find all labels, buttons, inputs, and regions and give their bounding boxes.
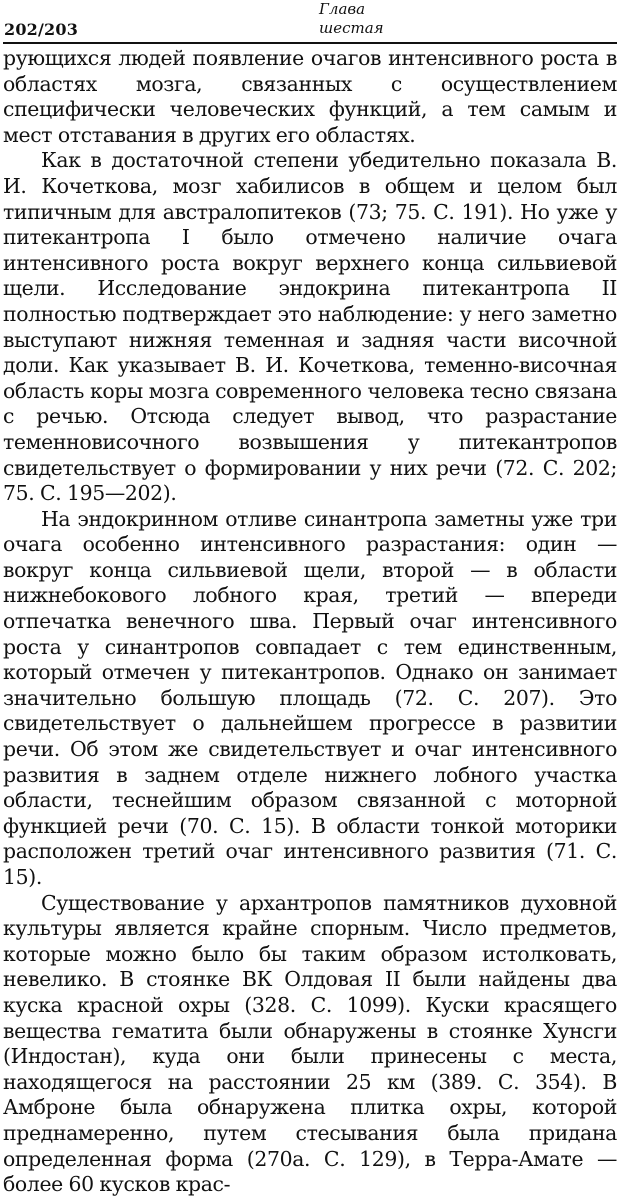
page-number: 202/203	[4, 20, 79, 39]
paragraph: На эндокринном отливе синантропа заметны уже три очага особенно интенсивного разрастания: один — вокруг конца сильвиевой щели, второй — в области нижнебокового лобного края, третий — впереди отпечатка венечного шва. Первый очаг интенсивного роста у синантропов совпадает с тем единственным, который отмечен у питекантропов. Однако он занимает значительно большую площадь (72. С. 207). Это свидетельствует о дальнейшем прогрессе в развитии речи. Об этом же свидетельствует и очаг интенсивного развития в заднем отделе нижнего лобного участка области, теснейшим образом связанной с моторной функцией речи (70. С. 15). В области тонкой моторики расположен третий очаг интенсивного развития (71. С. 15).	[3, 506, 617, 889]
paragraph: Существование у архантропов памятников духовной культуры является крайне спорным. Число предметов, которые можно было бы таким образом истолковать, невелико. В стоянке ВК Олдовая II были найдены два куска красной охры (328. С. 1099). Куски красящего вещества гематита были обнаружены в стоянке Хунсги (Индостан), куда они были принесены с места, находящегося на расстоянии 25 км (389. С. 354). В Амброне была обнаружена плитка охры, которой преднамеренно, путем стесывания была придана определенная форма (270а. С. 129), в Терра-Амате — более 60 кусков крас-	[3, 890, 617, 1197]
paragraph: Как в достаточной степени убедительно показала В. И. Кочеткова, мозг хабилисов в общем и целом был типичным для австралопитеков (73; 75. С. 191). Но уже у питекантропа I было отмечено наличие очага интенсивного роста вокруг верхнего конца сильвиевой щели. Исследование эндокрина питекантропа II полностью подтверждает это наблюдение: у него заметно выступают нижняя теменная и задняя части височной доли. Как указывает В. И. Кочеткова, теменно-височная область коры мозга современного человека тесно связана с речью. Отсюда следует вывод, что разрастание теменновисочного возвышения у питекантропов свидетельствует о формировании у них речи (72. С. 202; 75. С. 195—202).	[3, 148, 617, 506]
chapter-label	[319, 0, 384, 38]
header-rule	[3, 42, 617, 44]
running-head	[3, 0, 617, 46]
body-text	[3, 46, 617, 1198]
chapter-number: шестая	[319, 19, 384, 37]
chapter-word: Глава	[319, 0, 366, 18]
paragraph-continued: рующихся людей появление очагов интенсивного роста в областях мозга, связанных с осуществлением специфически человеческих функций, а тем самым и мест отставания в других его областях.	[3, 46, 617, 147]
